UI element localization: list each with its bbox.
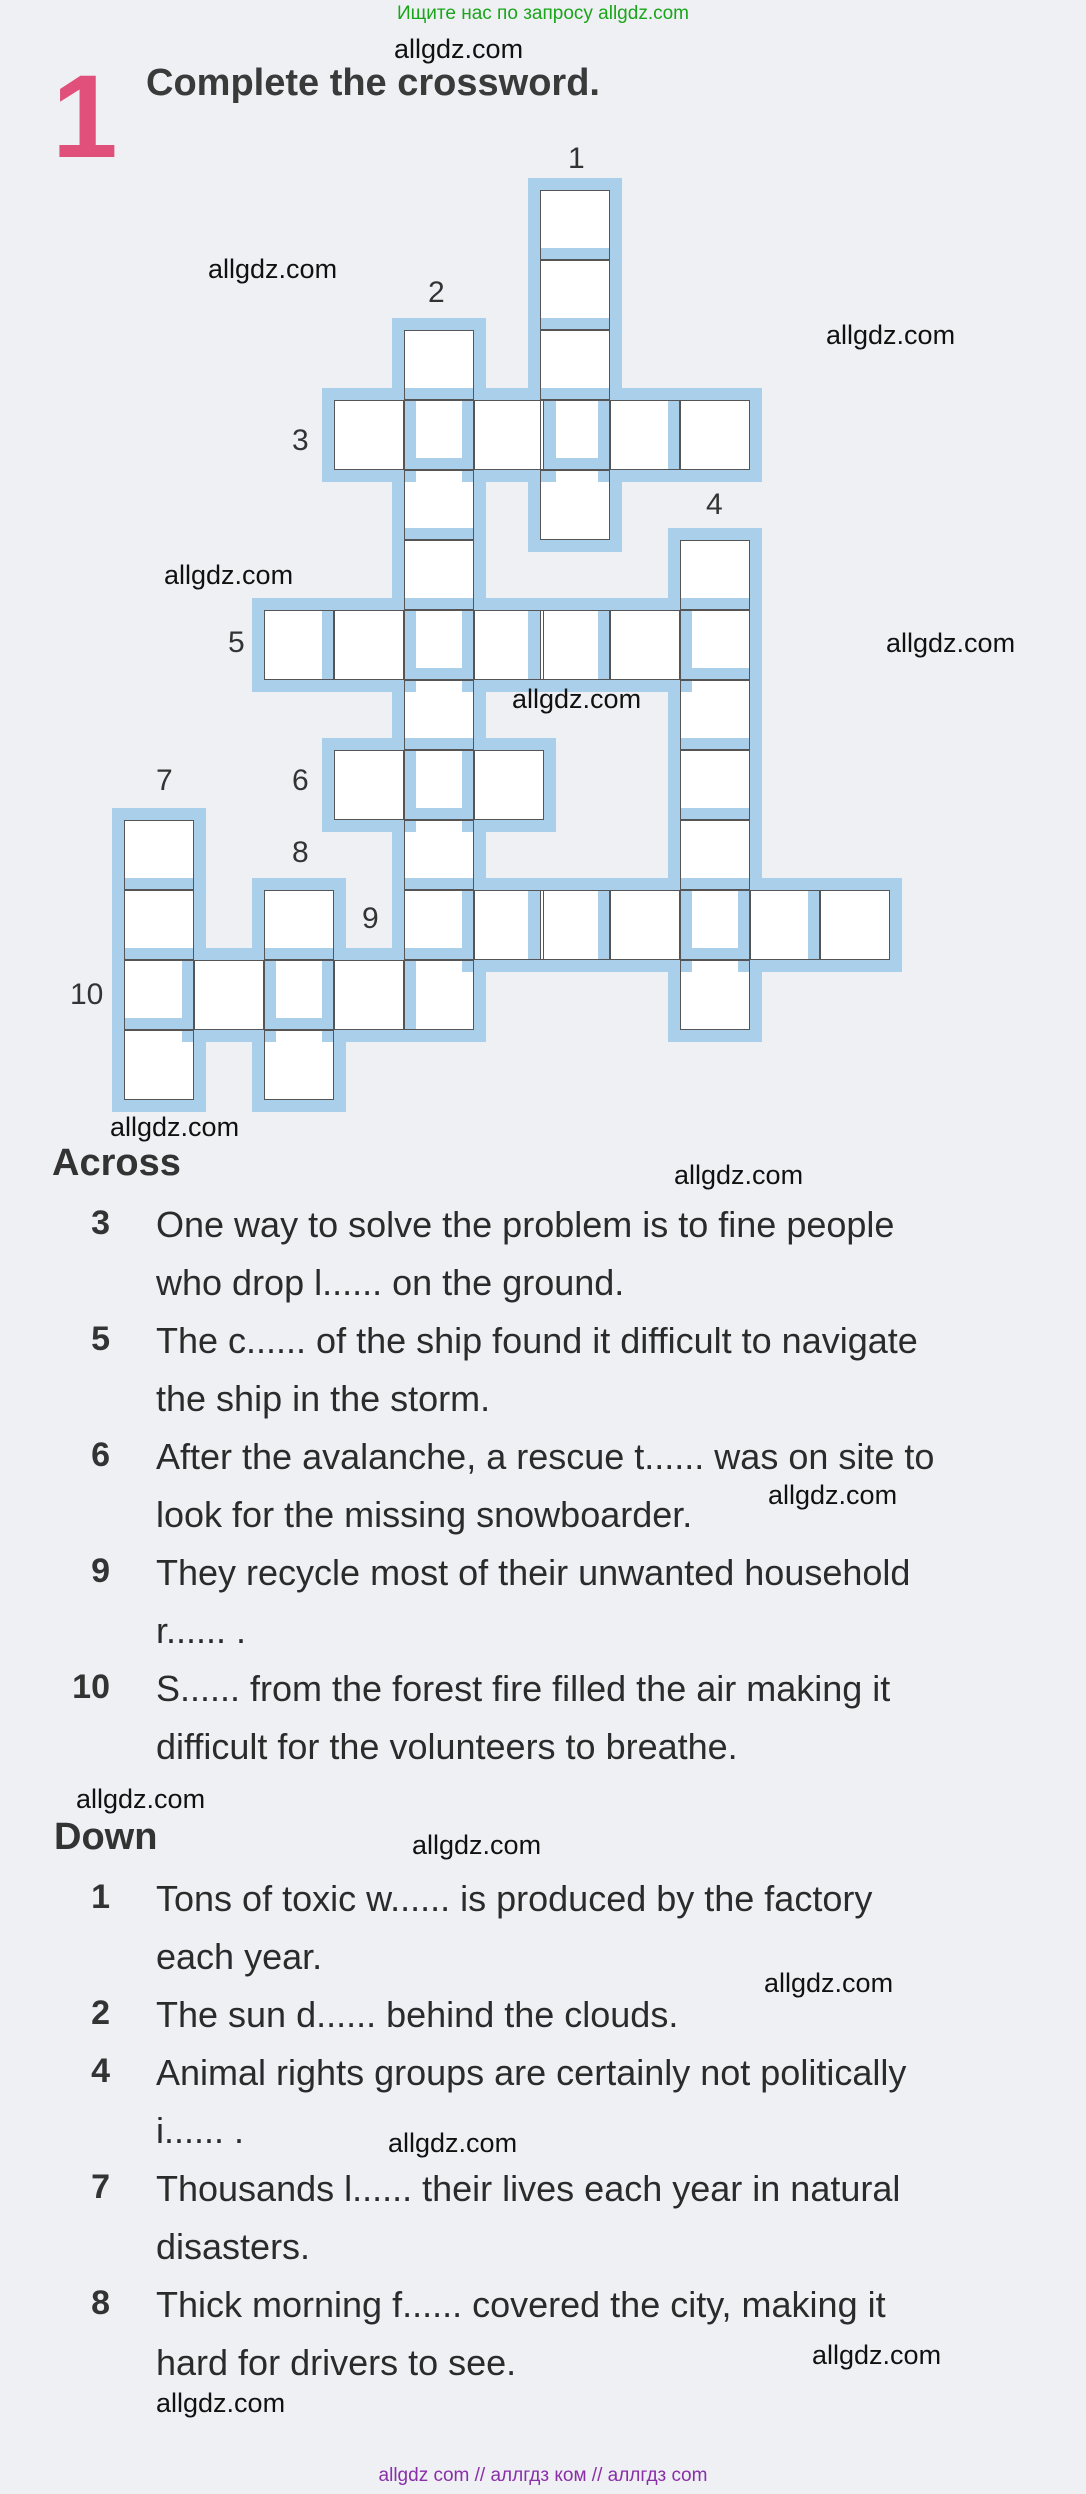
- clue-text-line: The c...... of the ship found it difficult to navigate: [156, 1320, 918, 1361]
- watermark[interactable]: allgdz.com: [764, 1968, 894, 1998]
- grid-number-2: 2: [428, 276, 445, 309]
- crossword-cell[interactable]: [820, 890, 890, 960]
- clue-across-3: [0, 1196, 1086, 1316]
- crossword-cell[interactable]: [474, 400, 544, 470]
- clue-text-line: The sun d...... behind the clouds.: [156, 1994, 679, 2035]
- crossword-cell[interactable]: [680, 960, 750, 1030]
- clue-text-line: disasters.: [156, 2226, 311, 2267]
- top-banner[interactable]: Ищите нас по запросу allgdz.com: [396, 3, 689, 24]
- crossword-cell[interactable]: [540, 470, 610, 540]
- clue-number: 6: [91, 1436, 110, 1474]
- crossword-cell[interactable]: [680, 540, 750, 610]
- watermark[interactable]: allgdz.com: [768, 1480, 898, 1510]
- watermark[interactable]: allgdz.com: [110, 1112, 240, 1142]
- clue-text-line: each year.: [156, 1936, 323, 1977]
- watermark[interactable]: allgdz.com: [412, 1830, 542, 1860]
- clue-text-line: hard for drivers to see.: [156, 2342, 517, 2383]
- clue-number: 5: [91, 1320, 110, 1358]
- clue-down-1: [0, 1870, 1086, 1990]
- watermark[interactable]: allgdz.com: [208, 254, 338, 284]
- crossword-cell[interactable]: [540, 330, 610, 400]
- crossword-cell[interactable]: [610, 400, 680, 470]
- crossword-cell[interactable]: [750, 890, 820, 960]
- crossword-cell[interactable]: [124, 820, 194, 890]
- clue-down-8: [0, 2276, 1086, 2396]
- across-heading: Across: [52, 1142, 181, 1184]
- crossword-cell[interactable]: [334, 750, 404, 820]
- clue-number: 2: [91, 1994, 110, 2032]
- grid-number-9: 9: [362, 902, 379, 935]
- watermark[interactable]: allgdz.com: [886, 628, 1016, 658]
- clue-number: 7: [91, 2168, 110, 2206]
- clue-number: 3: [91, 1204, 110, 1242]
- crossword-cell[interactable]: [264, 610, 334, 680]
- clue-text-line: difficult for the volunteers to breathe.: [156, 1726, 738, 1767]
- clue-text-line: After the avalanche, a rescue t...... was on site to: [156, 1436, 935, 1477]
- crossword-cell[interactable]: [474, 890, 544, 960]
- bottom-banner[interactable]: allgdz com // аллгдз ком // аллгдз com: [378, 2465, 708, 2486]
- clue-text-line: Tons of toxic w...... is produced by the factory: [156, 1878, 873, 1919]
- watermark[interactable]: allgdz.com: [388, 2128, 518, 2158]
- crossword-cell[interactable]: [680, 820, 750, 890]
- watermark[interactable]: allgdz.com: [76, 1784, 206, 1814]
- crossword-cell[interactable]: [404, 960, 474, 1030]
- crossword-cell[interactable]: [404, 540, 474, 610]
- clue-number: 9: [91, 1552, 110, 1590]
- clue-number: 10: [72, 1668, 110, 1706]
- crossword-cell[interactable]: [194, 960, 264, 1030]
- clue-down-2: [0, 1986, 1086, 2046]
- grid-number-10: 10: [70, 978, 104, 1011]
- crossword-cell[interactable]: [404, 890, 474, 960]
- grid-number-3: 3: [292, 424, 309, 457]
- crossword-cell[interactable]: [680, 750, 750, 820]
- crossword-cell[interactable]: [610, 610, 680, 680]
- clue-text-line: S...... from the forest fire filled the air making it: [156, 1668, 891, 1709]
- clue-text-line: look for the missing snowboarder.: [156, 1494, 693, 1535]
- crossword-cell[interactable]: [334, 610, 404, 680]
- watermark[interactable]: allgdz.com: [164, 560, 294, 590]
- clue-down-7: [0, 2160, 1086, 2280]
- crossword-cell[interactable]: [404, 400, 474, 470]
- crossword-cell[interactable]: [334, 960, 404, 1030]
- crossword-cell[interactable]: [334, 400, 404, 470]
- clue-number: 1: [91, 1878, 110, 1916]
- crossword-cell[interactable]: [264, 960, 334, 1030]
- crossword-cell[interactable]: [680, 610, 750, 680]
- crossword-cell[interactable]: [124, 1030, 194, 1100]
- crossword-grid: [0, 0, 1086, 1120]
- crossword-cell[interactable]: [404, 470, 474, 540]
- watermark[interactable]: allgdz.com: [674, 1160, 804, 1190]
- clue-number: 4: [91, 2052, 110, 2090]
- exercise-title: Complete the crossword.: [146, 62, 600, 104]
- crossword-cell[interactable]: [680, 400, 750, 470]
- clue-number: 8: [91, 2284, 110, 2322]
- clue-across-5: [0, 1312, 1086, 1432]
- clue-text-line: Animal rights groups are certainly not politically: [156, 2052, 907, 2093]
- clue-text-line: who drop l...... on the ground.: [156, 1262, 625, 1303]
- clue-text-line: One way to solve the problem is to fine people: [156, 1204, 895, 1245]
- grid-number-7: 7: [156, 764, 173, 797]
- down-heading: Down: [54, 1816, 158, 1858]
- grid-number-6: 6: [292, 764, 309, 797]
- clue-across-9: [0, 1544, 1086, 1664]
- crossword-cell[interactable]: [404, 820, 474, 890]
- crossword-cell[interactable]: [540, 400, 610, 470]
- crossword-cell[interactable]: [680, 890, 750, 960]
- clue-text-line: r...... .: [156, 1610, 247, 1651]
- clue-text-line: the ship in the storm.: [156, 1378, 491, 1419]
- crossword-cell[interactable]: [540, 260, 610, 330]
- crossword-cell[interactable]: [680, 680, 750, 750]
- exercise-number: 1: [52, 51, 118, 183]
- crossword-cell[interactable]: [404, 680, 474, 750]
- crossword-cell[interactable]: [404, 610, 474, 680]
- watermark[interactable]: allgdz.com: [156, 2388, 286, 2418]
- watermark[interactable]: allgdz.com: [826, 320, 956, 350]
- grid-number-1: 1: [568, 142, 585, 175]
- clue-text-line: They recycle most of their unwanted household: [156, 1552, 911, 1593]
- crossword-cell[interactable]: [264, 1030, 334, 1100]
- clue-text-line: Thick morning f...... covered the city, making it: [156, 2284, 886, 2325]
- clue-text-line: i...... .: [156, 2110, 245, 2151]
- clue-down-4: [0, 2044, 1086, 2164]
- clue-across-10: [0, 1660, 1086, 1780]
- crossword-cell[interactable]: [124, 890, 194, 960]
- crossword-cell[interactable]: [610, 890, 680, 960]
- crossword-cell[interactable]: [540, 890, 610, 960]
- clue-across-6: [0, 1428, 1086, 1548]
- crossword-cell[interactable]: [124, 960, 194, 1030]
- watermark[interactable]: allgdz.com: [512, 684, 642, 714]
- crossword-cell[interactable]: [404, 750, 474, 820]
- clue-text-line: Thousands l...... their lives each year in natural: [156, 2168, 901, 2209]
- crossword-cell[interactable]: [474, 750, 544, 820]
- grid-number-4: 4: [706, 488, 723, 521]
- watermark[interactable]: allgdz.com: [394, 34, 524, 64]
- grid-number-5: 5: [228, 626, 245, 659]
- crossword-cell[interactable]: [540, 190, 610, 260]
- crossword-cell[interactable]: [264, 890, 334, 960]
- crossword-cell[interactable]: [474, 610, 544, 680]
- crossword-cell[interactable]: [540, 610, 610, 680]
- grid-number-8: 8: [292, 836, 309, 869]
- watermark[interactable]: allgdz.com: [812, 2340, 942, 2370]
- crossword-cell[interactable]: [404, 330, 474, 400]
